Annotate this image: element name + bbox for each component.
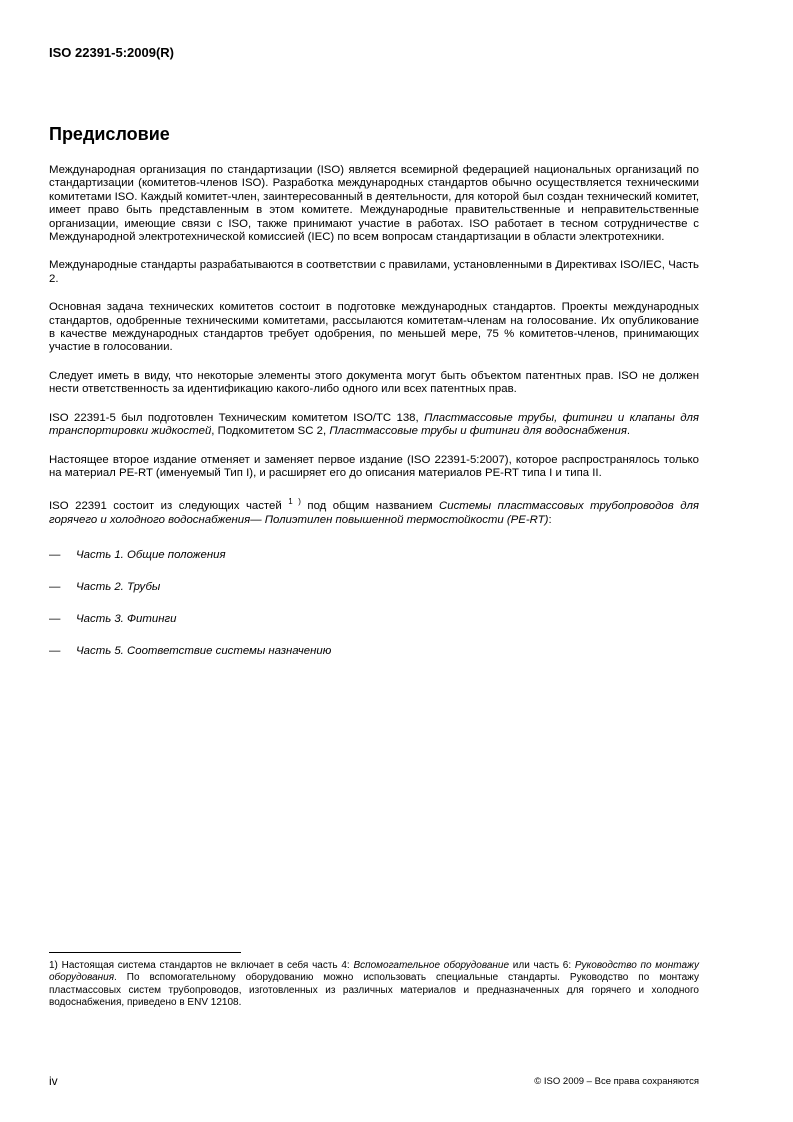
list-item <box>49 645 699 658</box>
text-segment: ISO 22391 состоит из следующих частей <box>49 500 289 513</box>
paragraph-second-edition: Настоящее второе издание отменяет и заменяет первое издание (ISO 22391-5:2007), которое распространялось только на материал PE-RT (именуемый Тип I), и расширяет его до описания материалов PE-RT типа I и типа II. <box>49 453 699 479</box>
paragraph-prepared-by <box>49 412 699 439</box>
list-item <box>49 549 699 562</box>
footnote <box>49 960 699 1009</box>
page-title: Предисловие <box>49 124 170 144</box>
paragraph-patent-rights: Следует иметь в виду, что некоторые элементы этого документа могут быть объектом патентных прав. ISO не должен нести ответственность за идентификацию какого-либо одного или всех патентных прав. <box>49 369 699 396</box>
text-segment: или часть 6: <box>509 960 575 971</box>
footnote-divider <box>49 952 241 953</box>
italic-installation-guide: Руководство по монтажу оборудования <box>49 960 699 984</box>
paragraph-iso-organization: Международная организация по стандартизации (ISO) является всемирной федерацией национальных организаций по стандартизации (комитетов-членов ISO). Разработка международных стандартов обычно осуществляется техническими комитетами ISO. Каждый комитет-член, заинтересованный в деятельности, для которой был создан технический комитет, имеет право быть представленным в этом комитете. Международные правительственные и неправительственные организации, имеющие связи с ISO, также принимают участие в работах. ISO работает в тесном сотрудничестве с Международной электротехнической комиссией (IEC) по всем вопросам стандартизации в области электротехники. <box>49 164 699 244</box>
list-item-label: Часть 3. Фитинги <box>76 612 177 625</box>
parts-list <box>49 549 699 658</box>
text-segment: под общим названием <box>300 500 440 513</box>
text-segment: 1) Настоящая система стандартов не включает в себя часть 4: <box>49 960 354 971</box>
page-number: iv <box>49 1074 58 1088</box>
foreword-body <box>49 164 699 677</box>
list-dash: — <box>49 548 61 561</box>
list-dash: — <box>49 612 61 625</box>
text-segment: . <box>626 425 631 438</box>
list-item-label: Часть 2. Трубы <box>76 580 161 593</box>
text-segment: , Подкомитетом SC 2, <box>211 425 330 438</box>
paragraph-committee-task: Основная задача технических комитетов состоит в подготовке международных стандартов. Проекты международных стандартов, одобренные техническими комитетами, рассылаются комитетам-членам на голосование. Их опубликование в качестве международных стандартов требует одобрения, по меньшей мере, 75 % комитетов-членов, принимающих участие в голосовании. <box>49 301 699 354</box>
document-id: ISO 22391-5:2009(R) <box>49 45 175 60</box>
text-segment: : <box>548 513 552 526</box>
list-item <box>49 613 699 626</box>
italic-series-title: Системы пластмассовых трубопроводов для горячего и холодного водоснабжения— Полиэтилен повышенной термостойкости (PE-RT) <box>49 500 699 526</box>
italic-committee-title: Пластмассовые трубы, фитинги и клапаны для транспортировки жидкостей <box>49 411 700 438</box>
list-item-label: Часть 5. Соответствие системы назначению <box>76 644 332 657</box>
footnote-reference[interactable]: 1 ) <box>288 497 301 507</box>
italic-auxiliary-equipment: Вспомогательное оборудование <box>353 960 510 971</box>
list-item-label: Часть 1. Общие положения <box>76 548 226 561</box>
italic-subcommittee-title: Пластмассовые трубы и фитинги для водоснабжения <box>329 425 627 438</box>
text-segment: ISO 22391-5 был подготовлен Техническим комитетом ISO/TC 138, <box>49 411 425 424</box>
list-item <box>49 581 699 594</box>
text-segment: . По вспомогательному оборудованию можно использовать специальные стандарты. Руководство по монтажу пластмассовых систем трубопроводов, изготовленных из различных материалов и предназначенных для горячего и холодного водоснабжения, приведено в ENV 12108. <box>49 972 699 1008</box>
paragraph-directives: Международные стандарты разрабатываются в соответствии с правилами, установленными в Директивах ISO/IEC, Часть 2. <box>49 259 699 285</box>
list-dash: — <box>49 580 61 593</box>
copyright-notice: © ISO 2009 – Все права сохраняются <box>534 1076 699 1087</box>
paragraph-parts <box>49 495 699 527</box>
list-dash: — <box>49 644 61 657</box>
